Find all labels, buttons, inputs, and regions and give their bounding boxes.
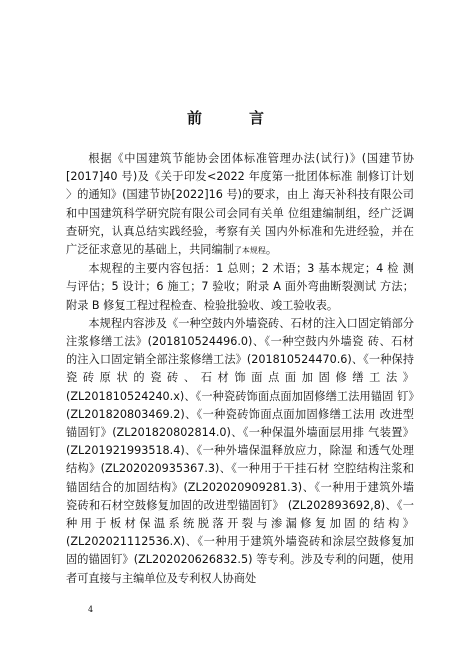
page-number: 4	[88, 605, 94, 614]
paragraph-basis	[66, 150, 414, 260]
paragraph-basis-end: 。	[265, 243, 278, 257]
foreword-body	[66, 150, 414, 588]
paragraph-patents: 本规程内容涉及《一种空鼓内外墙瓷砖、石材的注入口固定销部分注浆修缮工法》(201810524496.0)、《一种空鼓内外墙瓷 砖、石材的注入口固定销全部注浆修缮工法》(201810524470.6)、《一种保持瓷砖原状的瓷砖、石材饰面点面加固修缮工法》 (ZL201810524240.x)、《一种瓷砖饰面点面加固修缮工法用锚固 钉》(ZL201820803469.2)、《一种瓷砖饰面点面加固修缮工法用 改进型锚固钉》(ZL201820802814.0)、《一种保温外墙面层用排 气装置》(ZL201921993518.4)、《一种外墙保温释放应力，除湿 和透气处理结构》(ZL202020935367.3)、《一种用于干挂石材 空腔结构注浆和锚固结合的加固结构》(ZL202020909281.3)、《一种用于建筑外墙瓷砖和石材空鼓修复加固的改进型锚固钉》 (ZL202893692,8)、《一种用于板材保温系统脱落开裂与渗漏修复加固的结构》(ZL202021112536.X)、《一种用于建筑外墙瓷砖和涂层空鼓修复加固的锚固钉》(ZL202020626832.5) 等专利。涉及专利的问题，使用者可直接与主编单位及专利权人协商处	[66, 316, 414, 585]
paragraph-contents: 本规程的主要内容包括：1 总则；2 术语；3 基本规定；4 检 测与评估；5 设计；6 施工；7 验收；附录 A 面外弯曲断裂测试 方法；附录 B 修复工程过程检查、检验批验收、竣工验收表。	[66, 262, 414, 312]
paragraph-basis-text: 根据《中国建筑节能协会团体标准管理办法(试行)》(国建节协[2017]40 号)及《关于印发<2022 年度第一批团体标准 制修订计划 〉的通知》(国建节协[2022]16 号)的要求，由上 海天补科技有限公司和中国建筑科学研究院有限公司会同有关单 位组建编制组，经广泛调查研究，认真总结实践经验，考察有关 国内外标准和先进经验，并在广泛征求意见的基础上，共同编制	[66, 152, 414, 257]
paragraph-basis-small-text: 了本规程	[233, 246, 266, 256]
page-title: 前 言	[186, 109, 280, 127]
